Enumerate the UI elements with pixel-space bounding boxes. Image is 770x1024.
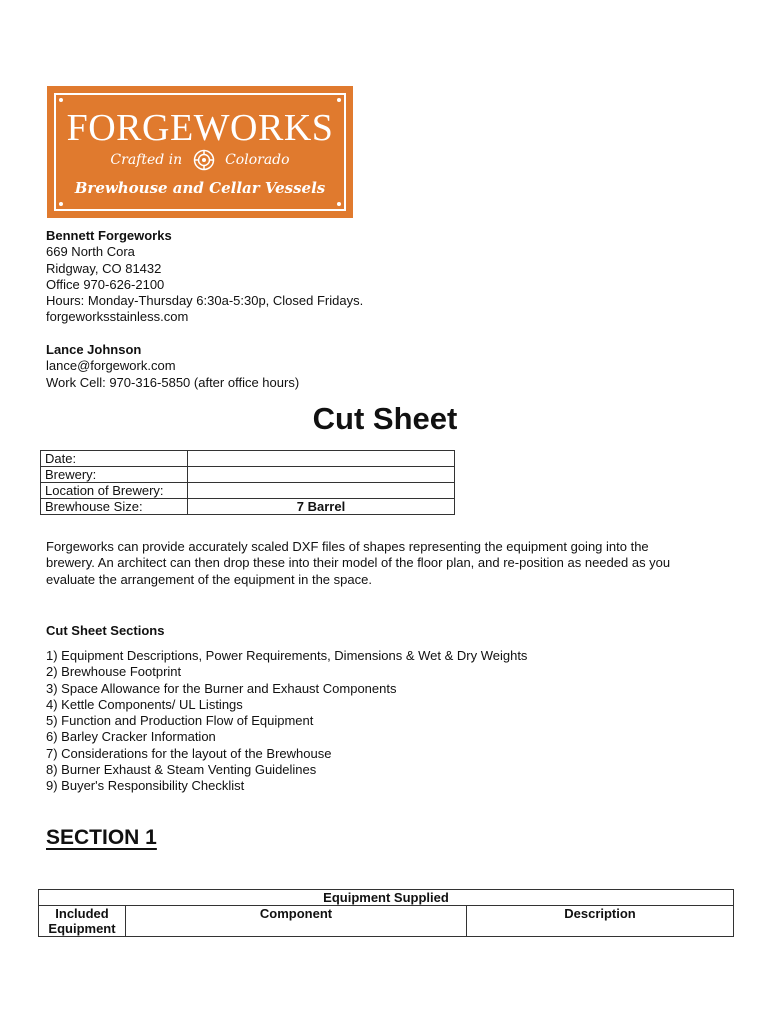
- date-value: [188, 451, 455, 467]
- colorado-emblem-icon: [193, 149, 215, 171]
- brewhouse-size-label: Brewhouse Size:: [41, 499, 188, 515]
- location-label: Location of Brewery:: [41, 483, 188, 499]
- rivet-icon: [59, 98, 63, 102]
- office-hours: Hours: Monday-Thursday 6:30a-5:30p, Closed Fridays.: [46, 293, 364, 309]
- contact-name: Lance Johnson: [46, 342, 142, 357]
- logo-tagline: Brewhouse and Cellar Vessels: [74, 179, 326, 197]
- office-phone: Office 970-626-2100: [46, 276, 165, 292]
- list-item: 9) Buyer's Responsibility Checklist: [46, 778, 245, 794]
- intro-line: brewery. An architect can then drop these into their model of the floor plan, and re-position as needed as you: [46, 555, 671, 571]
- logo-crafted-line: [47, 149, 353, 171]
- included-label: Included: [55, 906, 109, 921]
- logo-brand: FORGEWORKS: [66, 107, 334, 149]
- brewery-value: [188, 467, 455, 483]
- logo-crafted-left: Crafted in: [110, 152, 183, 168]
- intro-line: Forgeworks can provide accurately scaled DXF files of shapes representing the equipment going into the: [46, 539, 649, 554]
- intro-paragraph: [46, 539, 746, 588]
- list-item: 5) Function and Production Flow of Equipment: [46, 713, 314, 729]
- rivet-icon: [337, 202, 341, 206]
- address-line: Ridgway, CO 81432: [46, 260, 162, 276]
- company-address-block: [46, 228, 363, 326]
- list-item: 7) Considerations for the layout of the Brewhouse: [46, 745, 332, 761]
- company-name: Bennett Forgeworks: [46, 228, 172, 243]
- included-equipment-header: [39, 906, 126, 937]
- contact-cell: Work Cell: 970-316-5850 (after office hours): [46, 374, 300, 390]
- list-item: 3) Space Allowance for the Burner and Exhaust Components: [46, 680, 397, 696]
- list-item: 6) Barley Cracker Information: [46, 729, 216, 745]
- list-item: 1) Equipment Descriptions, Power Requirements, Dimensions & Wet & Dry Weights: [46, 648, 528, 663]
- contact-block: [46, 342, 299, 391]
- rivet-icon: [59, 202, 63, 206]
- date-label: Date:: [41, 451, 188, 467]
- table-row: [39, 890, 734, 906]
- forgeworks-logo: [47, 86, 353, 218]
- address-line: 669 North Cora: [46, 244, 135, 260]
- table-row: [41, 499, 455, 515]
- logo-crafted-right: Colorado: [225, 152, 290, 168]
- equipment-supplied-header: Equipment Supplied: [39, 890, 734, 906]
- description-header: Description: [467, 906, 734, 937]
- rivet-icon: [337, 98, 341, 102]
- website: forgeworksstainless.com: [46, 309, 189, 325]
- list-item: 8) Burner Exhaust & Steam Venting Guidelines: [46, 762, 317, 778]
- brewhouse-size-value: 7 Barrel: [188, 499, 455, 515]
- list-item: 2) Brewhouse Footprint: [46, 664, 182, 680]
- intro-line: evaluate the arrangement of the equipment in the space.: [46, 571, 372, 587]
- equipment-supplied-table: [38, 889, 734, 937]
- contact-email: lance@forgework.com: [46, 358, 176, 374]
- table-row: [41, 467, 455, 483]
- table-row: [39, 906, 734, 937]
- component-header: Component: [126, 906, 467, 937]
- sections-heading: Cut Sheet Sections: [46, 623, 165, 638]
- location-value: [188, 483, 455, 499]
- brewery-info-table: [40, 450, 455, 515]
- equipment-label: Equipment: [48, 921, 116, 936]
- list-item: 4) Kettle Components/ UL Listings: [46, 696, 243, 712]
- brewery-label: Brewery:: [41, 467, 188, 483]
- sections-list: [46, 648, 527, 795]
- table-row: [41, 451, 455, 467]
- table-row: [41, 483, 455, 499]
- section-1-heading: SECTION 1: [46, 826, 157, 849]
- page-title: Cut Sheet: [312, 401, 458, 436]
